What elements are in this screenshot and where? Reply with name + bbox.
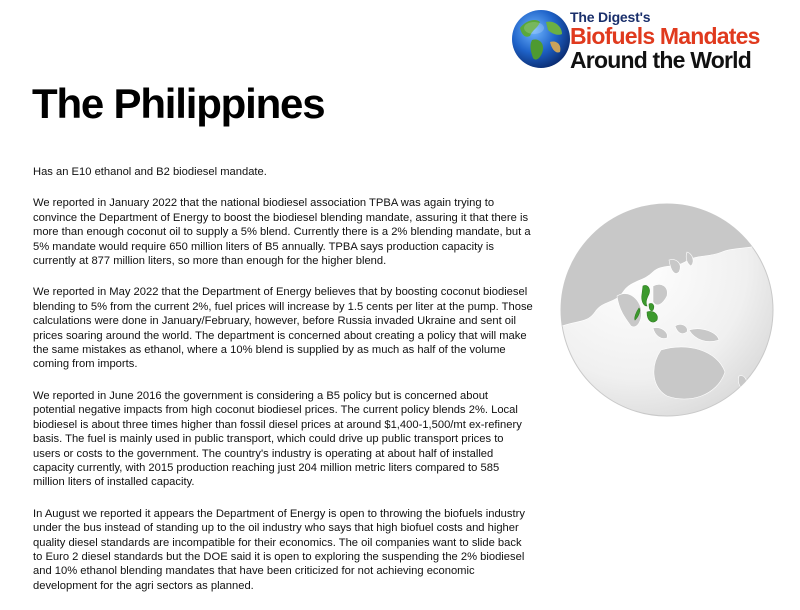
logo-line2: Biofuels Mandates bbox=[570, 23, 760, 49]
paragraph-jun-2016: We reported in June 2016 the government is considering a B5 policy but is concerned about potential negative impacts from high coconut biodiesel prices. The current policy blends 2%. Local biodiesel is about three times higher than fossil diesel prices at around $1,400-1,500/mt ex-refinery basis. The fuel is mainly used in public transport, which could drive up public transport prices to users or costs to the government. The country's industry is operating at about half of installed capacity currently, with 2015 production reaching just 204 million metric liters compared to 585 million liters of installed capacity. bbox=[33, 389, 522, 489]
content-body bbox=[33, 165, 533, 610]
paragraph-august: In August we reported it appears the Department of Energy is open to throwing the biofuels industry under the bus instead of standing up to the oil industry who says that high biofuel costs and higher quality diesel standards are incompatible for their economics. The oil companies want to slide back to Euro 2 diesel standards but the DOE said it is open to exploring the suspending the 2% biodiesel and 10% ethanol blending mandates that have been criticized for not achieving economic development for the agri sectors as planned. bbox=[33, 507, 525, 592]
logo-line1: The Digest's bbox=[570, 9, 651, 25]
logo-line3: Around the World bbox=[570, 47, 751, 73]
locator-globe-icon bbox=[557, 200, 777, 420]
paragraph-jan-2022: We reported in January 2022 that the national biodiesel association TPBA was again trying to convince the Department of Energy to boost the biodiesel blending mandate, assuring it that there is more than enough coconut oil to supply a 5% blend. Currently there is a 2% blending mandate, but a 5% mandate would require 650 million liters of B5 annually. TPBA says production capacity is currently at 877 million liters, so more than enough for the higher blend. bbox=[33, 197, 531, 268]
paragraph-mandate-summary: Has an E10 ethanol and B2 biodiesel mandate. bbox=[33, 166, 267, 178]
globe-icon bbox=[510, 8, 572, 70]
page-title: The Philippines bbox=[32, 80, 325, 127]
paragraph-may-2022: We reported in May 2022 that the Department of Energy believes that by boosting coconut biodiesel blending to 5% from the current 2%, fuel prices will increase by 1.5 cents per liter at the pump. Those calculations were done in January/February, however, before Russia invaded Ukraine and sent oil prices soaring around the world. The department is concerned about creating a policy that will make the same mistakes as ethanol, where a 10% blend is supplied by as much as half of the volume coming from imports. bbox=[33, 286, 533, 371]
digest-logo bbox=[510, 6, 790, 72]
